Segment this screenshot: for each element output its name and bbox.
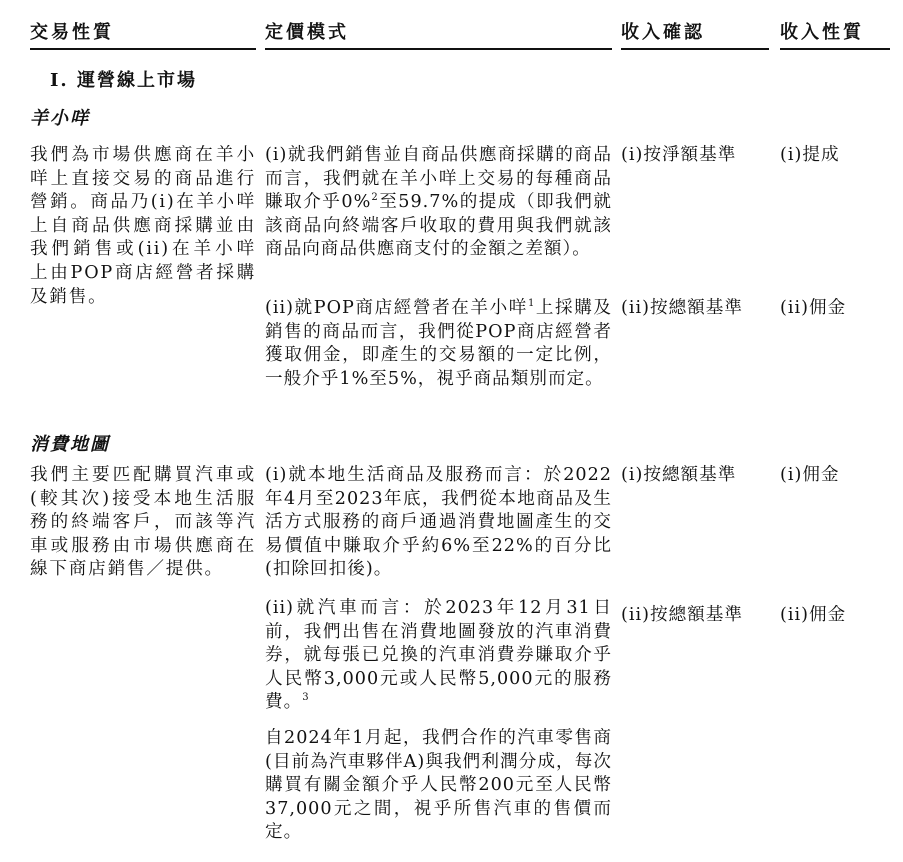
section-title: I. 運營線上市場 bbox=[50, 70, 197, 91]
group-title-consumption-map: 消費地圖 bbox=[30, 434, 110, 455]
column-header-nature: 交易性質 bbox=[30, 18, 256, 50]
group-description-consumption-map bbox=[30, 464, 256, 582]
column-header-revenue-type: 收入性質 bbox=[780, 18, 890, 50]
footnote-marker: 3 bbox=[302, 692, 310, 704]
pricing-cell bbox=[265, 727, 612, 845]
pricing-cell bbox=[265, 297, 612, 391]
pricing-text: 自2024年1月起，我們合作的汽車零售商(目前為汽車夥伴A)與我們利潤分成，每次購買有關金額介乎人民幣200元至人民幣37,000元之間，視乎所售汽車的售價而定。 bbox=[265, 728, 612, 843]
description-text: 我們主要匹配購買汽車或(較其次)接受本地生活服務的終端客戶，而該等汽車或服務由市場供應商在線下商店銷售／提供。 bbox=[30, 465, 256, 580]
recognition-cell: (ii)按總額基準 bbox=[621, 605, 743, 625]
footnote-marker: 1 bbox=[527, 298, 536, 310]
pricing-text: (i)就我們銷售並自商品供應商採購的商品而言，我們就在羊小咩上交易的每種商品賺取介乎0%$^2$至59.7%的提成（即我們就該商品向終端客戶收取的費用與我們就該商品向商品供應商支付的金額之差額）。 bbox=[265, 145, 612, 260]
pricing-cell bbox=[265, 144, 612, 262]
recognition-cell: (i)按總額基準 bbox=[621, 465, 737, 485]
revenue-type-cell: (ii)佣金 bbox=[780, 605, 847, 625]
revenue-type-cell: (ii)佣金 bbox=[780, 298, 847, 318]
pricing-cell bbox=[265, 464, 612, 582]
revenue-type-cell: (i)提成 bbox=[780, 145, 840, 165]
pricing-text: (i)就本地生活商品及服務而言：於2022年4月至2023年底，我們從本地商品及生活方式服務的商戶通過消費地圖產生的交易價值中賺取介乎約6%至22%的百分比(扣除回扣後)。 bbox=[265, 465, 612, 580]
revenue-type-cell: (i)佣金 bbox=[780, 465, 840, 485]
recognition-cell: (ii)按總額基準 bbox=[621, 298, 743, 318]
recognition-cell: (i)按淨額基準 bbox=[621, 145, 737, 165]
pricing-text: (ii)就汽車而言：於2023年12月31日前，我們出售在消費地圖發放的汽車消費券，就每張已兑換的汽車消費券賺取介乎人民幣3,000元或人民幣5,000元的服務費。$^3$ bbox=[265, 598, 612, 713]
footnote-marker: 2 bbox=[371, 192, 379, 204]
group-description-yangxiaomie bbox=[30, 144, 256, 309]
group-title-yangxiaomie: 羊小咩 bbox=[30, 108, 90, 129]
pricing-cell bbox=[265, 597, 612, 715]
column-header-recognition: 收入確認 bbox=[621, 18, 769, 50]
description-text: 我們為市場供應商在羊小咩上直接交易的商品進行營銷。商品乃(i)在羊小咩上自商品供應商採購並由我們銷售或(ii)在羊小咩上由POP商店經營者採購及銷售。 bbox=[30, 145, 256, 307]
pricing-text: (ii)就POP商店經營者在羊小咩$^1$上採購及銷售的商品而言，我們從POP商店經營者獲取佣金，即產生的交易額的一定比例，一般介乎1%至5%，視乎商品類別而定。 bbox=[265, 298, 612, 389]
column-header-pricing: 定價模式 bbox=[265, 18, 612, 50]
